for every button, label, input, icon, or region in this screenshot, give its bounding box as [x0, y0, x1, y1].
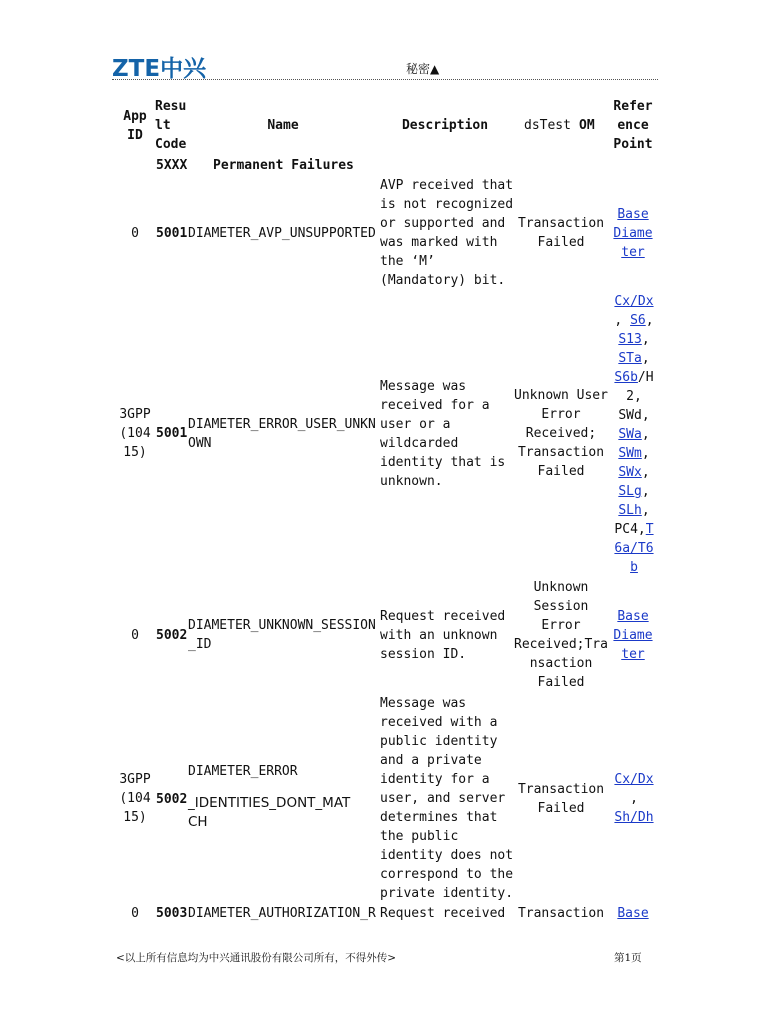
reference-point-text: SWd,: [618, 408, 650, 423]
row2-reference-line: [610, 349, 658, 368]
reference-point-text: ,: [641, 332, 650, 347]
reference-point-text: ,: [641, 427, 650, 442]
reference-point-link[interactable]: SLg: [618, 484, 642, 499]
reference-point-link[interactable]: SWx: [618, 465, 642, 480]
row1-result-code: 5001: [156, 226, 188, 241]
row2-reference-line: [610, 520, 658, 539]
reference-point-text: ,: [614, 313, 631, 328]
reference-point-link[interactable]: 6a/T6: [614, 541, 654, 556]
reference-point-link[interactable]: S6b: [614, 370, 638, 385]
row5-reference-link[interactable]: Base: [617, 906, 649, 921]
row4-om: Transaction Failed: [517, 782, 605, 816]
reference-point-text: ,: [641, 446, 650, 461]
reference-point-link[interactable]: STa: [618, 351, 642, 366]
row1-om: Transaction Failed: [517, 216, 605, 250]
row2-result-code: 5001: [156, 426, 188, 441]
row3-description: Request received with an unknown session ID.: [380, 609, 506, 662]
row2-reference-line: [610, 463, 658, 482]
reference-point-text: 2,: [626, 389, 642, 404]
row3-app-id: 0: [131, 628, 139, 643]
row2-description: Message was received for a user or a wildcarded identity that is unknown.: [380, 379, 506, 489]
row2-reference-line: [610, 406, 658, 425]
row2-reference-line: [610, 425, 658, 444]
row2-reference-line: [610, 539, 658, 558]
row4-app-id: 3GPP (104 15): [119, 772, 151, 825]
row5-om: Transaction: [517, 906, 605, 921]
row4-name-line1: DIAMETER_ERROR: [188, 764, 298, 779]
reference-point-link[interactable]: Sh/Dh: [614, 810, 654, 825]
header-result-code: Resu lt Code: [155, 99, 187, 152]
row2-reference-line: [610, 292, 658, 311]
reference-point-text: ,: [641, 503, 650, 518]
row4-name-line2: _IDENTITIES_DONT_MAT CH: [188, 795, 351, 830]
header-dstest: dsTest: [524, 118, 571, 133]
row4-reference-points: [610, 770, 658, 827]
header-app-id: App ID: [123, 109, 147, 143]
reference-point-link[interactable]: SWa: [618, 427, 642, 442]
section-code: 5XXX: [156, 158, 188, 173]
row1-description: AVP received that is not recognized or supported and was marked with the ‘M’ (Mandatory) bit.: [380, 178, 514, 288]
header-reference-point: Refer ence Point: [613, 99, 653, 152]
reference-point-link[interactable]: S13: [618, 332, 642, 347]
row4-reference-line: [610, 789, 658, 808]
reference-point-link[interactable]: Cx/Dx: [614, 772, 654, 787]
reference-point-link[interactable]: SLh: [618, 503, 642, 518]
row2-reference-line: [610, 387, 658, 406]
reference-point-text: ,: [641, 484, 650, 499]
row4-description: Message was received with a public identity and a private identity for a user, and server determines that the public identity does not correspond to the private identity.: [380, 696, 514, 901]
row5-name: DIAMETER_AUTHORIZATION_R: [188, 906, 376, 921]
reference-point-link[interactable]: S6: [630, 313, 646, 328]
row5-description: Request received: [380, 906, 506, 921]
section-title: Permanent Failures: [213, 158, 354, 173]
reference-point-text: PC4,: [614, 522, 646, 537]
row2-reference-line: [610, 444, 658, 463]
row4-reference-line: [610, 770, 658, 789]
row3-result-code: 5002: [156, 628, 188, 643]
row2-om: Unknown User Error Received; Transaction Failed: [514, 388, 608, 479]
row2-reference-line: [610, 558, 658, 577]
row5-result-code: 5003: [156, 906, 188, 921]
row5-app-id: 0: [131, 906, 139, 921]
reference-point-text: ,: [641, 351, 650, 366]
reference-point-link[interactable]: b: [630, 560, 638, 575]
company-logo: ZTE中兴: [112, 56, 207, 82]
row3-name: DIAMETER_UNKNOWN_SESSION _ID: [188, 618, 376, 652]
reference-point-link[interactable]: T: [645, 522, 654, 537]
row2-reference-points: [610, 292, 658, 577]
row2-name: DIAMETER_ERROR_USER_UNKN OWN: [188, 417, 376, 451]
header-om: OM: [579, 118, 595, 133]
row3-om: Unknown Session Error Received;Tra nsaction Failed: [514, 580, 608, 690]
classification-label: 秘密▲: [406, 62, 440, 76]
row4-reference-line: [610, 808, 658, 827]
row3-reference-link[interactable]: Base Diame ter: [613, 609, 653, 662]
row2-reference-line: [610, 311, 658, 330]
row1-reference-link[interactable]: Base Diame ter: [613, 207, 653, 260]
row2-reference-line: [610, 330, 658, 349]
header-description: Description: [401, 118, 489, 133]
row2-reference-line: [610, 482, 658, 501]
reference-point-text: ,: [645, 313, 654, 328]
row4-result-code: 5002: [156, 792, 188, 807]
footer-confidentiality-notice: <以上所有信息均为中兴通讯股份有限公司所有，不得外传>: [116, 952, 397, 964]
header-name: Name: [267, 118, 299, 133]
reference-point-text: ,: [641, 465, 650, 480]
row1-name: DIAMETER_AVP_UNSUPPORTED: [188, 226, 376, 241]
reference-point-link[interactable]: Cx/Dx: [614, 294, 654, 309]
page-number: 第1页: [614, 952, 642, 964]
row2-reference-line: [610, 501, 658, 520]
reference-point-text: /H: [637, 370, 654, 385]
reference-point-text: ,: [630, 791, 638, 806]
row2-reference-line: [610, 368, 658, 387]
row1-app-id: 0: [131, 226, 139, 241]
row2-app-id: 3GPP (104 15): [119, 407, 151, 460]
reference-point-link[interactable]: SWm: [618, 446, 642, 461]
header-divider: [112, 79, 658, 80]
